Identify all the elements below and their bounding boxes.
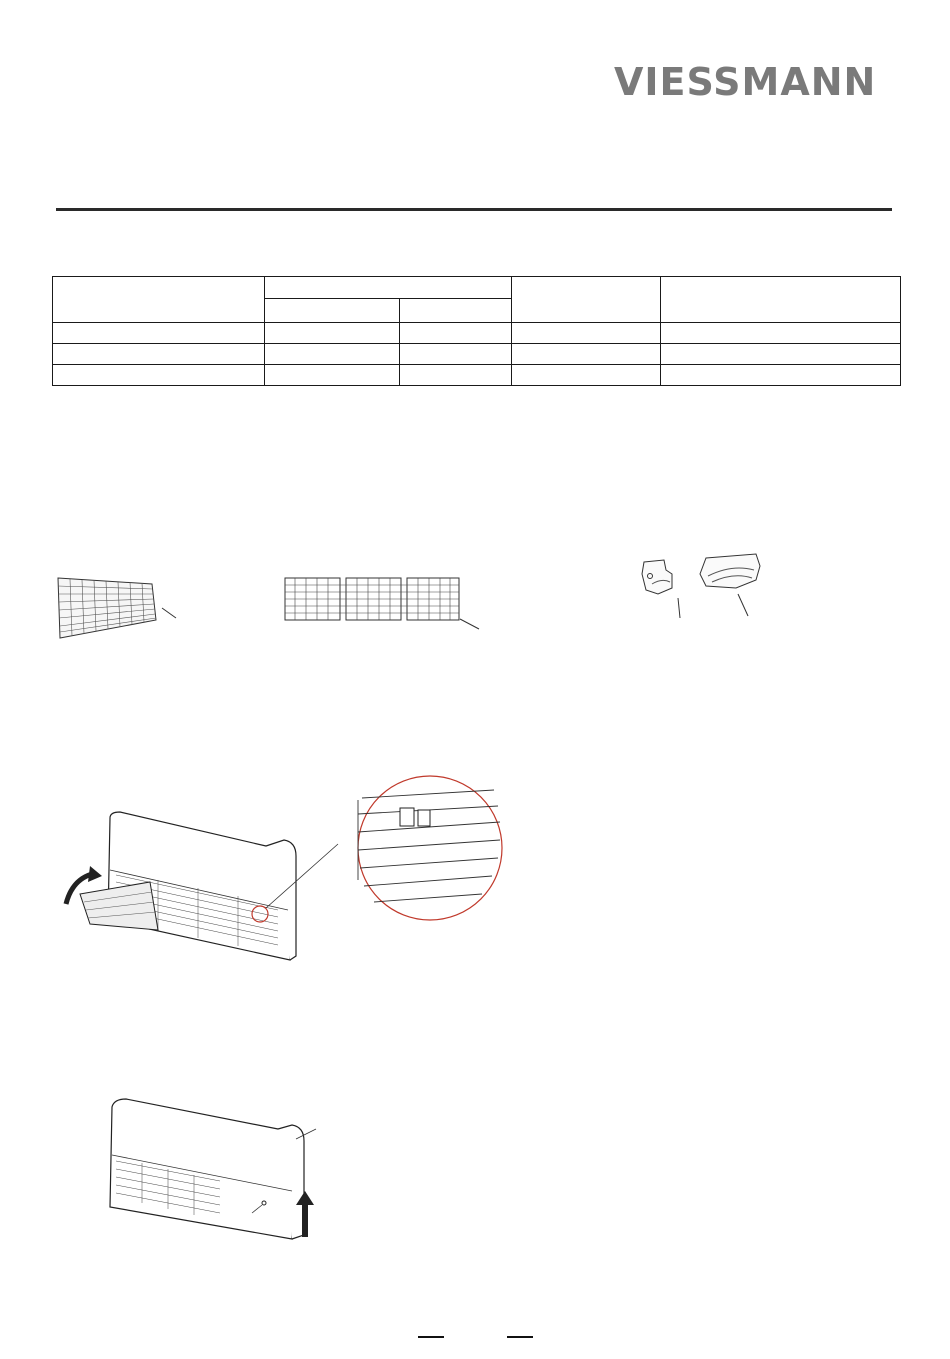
table-cell [264,365,399,386]
table-cell [399,365,512,386]
table-cell [661,365,901,386]
table-header-cell [512,277,661,323]
table-row [53,344,901,365]
spec-table [52,276,901,386]
footer-line-left [418,1336,444,1338]
table-cell [512,344,661,365]
footer-line-right [507,1336,533,1338]
filter-mesh-illustration [52,570,192,645]
table-cell [661,323,901,344]
table-subheader-cell [399,299,512,323]
table-row [53,323,901,344]
table-cell [53,323,265,344]
filter-panels-illustration [282,575,482,635]
table-cell [399,344,512,365]
table-cell [264,344,399,365]
unit-open-grille-illustration [58,770,508,970]
viessmann-logo [614,52,877,112]
table-cell [53,365,265,386]
table-cell [264,323,399,344]
corner-caps-illustration [636,550,766,620]
table-cell [399,323,512,344]
table-cell [512,323,661,344]
table-header-cell [661,277,901,323]
table-cell [53,344,265,365]
table-cell [512,365,661,386]
table-subheader-cell [264,299,399,323]
table-header-cell [264,277,512,299]
table-cell [661,344,901,365]
unit-closed-illustration [100,1095,330,1245]
table-row [53,365,901,386]
table-header-cell [53,277,265,323]
header-divider [56,208,892,211]
logo-text: VIESSMANN [614,60,877,104]
